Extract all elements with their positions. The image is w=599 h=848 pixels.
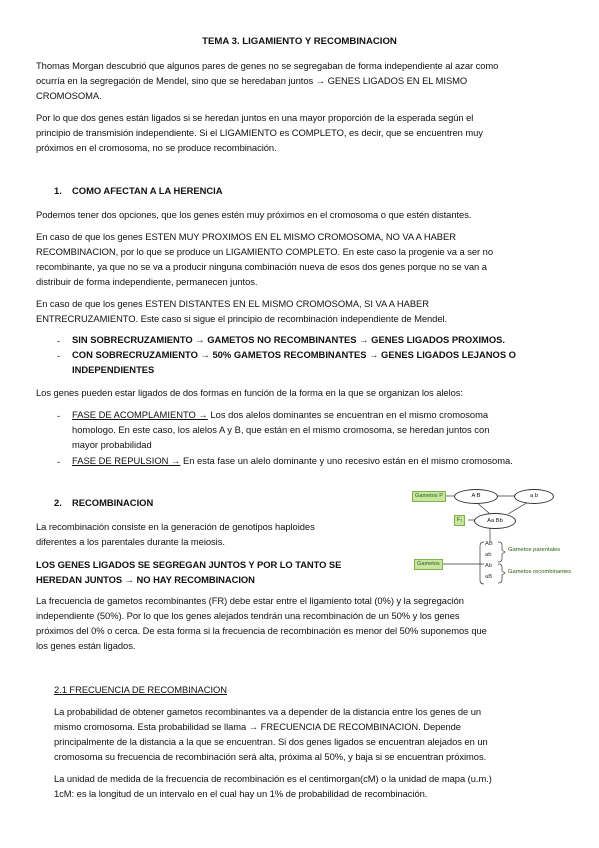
intro-line: CROMOSOMA. [36, 90, 102, 101]
section-heading: RECOMBINACION [72, 497, 154, 508]
paragraph-line: La probabilidad de obtener gametos recombinantes va a depender de la distancia entre los genes de un [54, 706, 482, 717]
subsection-heading-text: 2.1 FRECUENCIA DE RECOMBINACION [54, 684, 227, 695]
paragraph-line: próximos del 0% o cerca. De esta forma si la frecuencia de recombinación es menor del 50% suponemos que [36, 625, 487, 636]
fase-acoplamiento-label: FASE DE ACOMPLAMIENTO → [72, 409, 208, 420]
page-title: TEMA 3. LIGAMIENTO Y RECOMBINACION [202, 36, 397, 47]
fase-repulsion-text: En esta fase un alelo dominante y uno recesivo están en el mismo cromosoma. [180, 455, 513, 466]
section-heading: COMO AFECTAN A LA HERENCIA [72, 185, 223, 196]
paragraph-line: La recombinación consiste en la generación de genotipos haploides [36, 521, 315, 532]
list-item: INDEPENDIENTES [72, 364, 155, 375]
list-item: SIN SOBRECRUZAMIENTO → GAMETOS NO RECOMBINANTES → GENES LIGADOS PROXIMOS. [72, 334, 506, 345]
intro-line: Thomas Morgan descubrió que algunos pares de genes no se segregaban de forma independiente al azar como [36, 60, 499, 71]
paragraph-line: HEREDAN JUNTOS → NO HAY RECOMBINACION [36, 574, 255, 585]
intro-line: principio de transmisión independiente. Si el LIGAMIENTO es COMPLETO, es decir, que se encuentren muy [36, 127, 483, 138]
gamete-ab-mixed-2: aB [485, 574, 493, 580]
gamete-ab-mixed: Ab [485, 563, 493, 569]
list-item-line: mayor probabilidad [72, 439, 152, 450]
paragraph-line: independiente (50%). Por lo que los genes alejados tendrán una recombinación de un 50% y los genes [36, 610, 460, 621]
list-item: CON SOBRECRUZAMIENTO → 50% GAMETOS RECOMBINANTES → GENES LIGADOS LEJANOS O [72, 349, 516, 360]
paragraph-line: recombinante, ya que no se va a producir ninguna combinación nueva de esos dos genes porque no se van a [36, 261, 487, 272]
list-item [72, 453, 513, 468]
parent-ab-lower: a b [514, 489, 554, 504]
section-number: 1. [54, 185, 62, 196]
list-dash: - [57, 410, 61, 421]
gametos-label: Gametos [414, 559, 443, 570]
paragraph-line: ENTRECRUZAMIENTO. Este caso si sigue el principio de recombinación independiente de Mendel. [36, 313, 448, 324]
paragraph-line: En caso de que los genes ESTEN DISTANTES EN EL MISMO CROMOSOMA, SI VA A HABER [36, 298, 429, 309]
paragraph-line: cromosoma su frecuencia de recombinación será alta, próxima al 50%, y baja si se encuentran próximos. [54, 751, 487, 762]
section-number: 2. [54, 497, 62, 508]
list-dash: - [57, 456, 61, 467]
paragraph-line: distribuir de forma independiente, permanecen juntos. [36, 276, 258, 287]
intro-line: ocurría en la segregación de Mendel, sino que se heredaban juntos → GENES LIGADOS EN EL MISMO [36, 75, 468, 86]
f1-label: F₁ [454, 515, 465, 526]
fase-acoplamiento-text: Los dos alelos dominantes se encuentran en el mismo cromosoma [207, 409, 489, 420]
paragraph-line: los genes están ligados. [36, 640, 136, 651]
paragraph-line: diferentes a los parentales durante la meiosis. [36, 536, 225, 547]
list-dash: - [57, 350, 61, 361]
list-item [72, 407, 488, 422]
paragraph-line: La frecuencia de gametos recombinantes (FR) debe estar entre el ligamiento total (0%) y la segregación [36, 595, 464, 606]
paragraph-line: 1cM: es la longitud de un intervalo en el cual hay un 1% de probabilidad de recombinación. [54, 788, 428, 799]
paragraph-line: En caso de que los genes ESTEN MUY PROXIMOS EN EL MISMO CROMOSOMA, NO VA A HABER [36, 231, 456, 242]
gamete-ab: AB [485, 541, 493, 547]
paragraph-line: La unidad de medida de la frecuencia de recombinación es el centimorgan(cM) o la unidad de mapa (u.m.) [54, 773, 492, 784]
list-dash: - [57, 335, 61, 346]
gametos-recombinantes-label: Gametos recombinantes [508, 569, 572, 575]
parent-ab-upper: A B [454, 489, 498, 504]
gametos-parentales-label: Gametos parentales [508, 547, 561, 553]
subsection-heading [54, 682, 227, 697]
paragraph-line: Podemos tener dos opciones, que los genes estén muy próximos en el cromosoma o que estén distantes. [36, 209, 472, 220]
intro-line: próximos en el cromosoma, no se produce recombinación. [36, 142, 277, 153]
f1-genotype: Aa Bb [474, 513, 516, 529]
paragraph-line: LOS GENES LIGADOS SE SEGREGAN JUNTOS Y POR LO TANTO SE [36, 559, 342, 570]
paragraph-line: RECOMBINACION, por lo que se produce un LIGAMIENTO COMPLETO. En este caso la progenie va a ser no [36, 246, 493, 257]
recombination-diagram [410, 486, 599, 586]
paragraph-line: Los genes pueden estar ligados de dos formas en función de la forma en la que se organizan los alelos: [36, 387, 463, 398]
list-item-line: homologo. En este caso, los alelos A y B, que están en el mismo cromosoma, se heredan juntos con [72, 424, 490, 435]
paragraph-line: principalmente de la distancia a la que se encuentran. Si dos genes ligados se encuentran alejados en un [54, 736, 488, 747]
paragraph-line: mismo cromosoma. Esta probabilidad se llama → FRECUENCIA DE RECOMBINACION. Depende [54, 721, 461, 732]
fase-repulsion-label: FASE DE REPULSION → [72, 455, 181, 466]
intro-line: Por lo que dos genes están ligados si se heredan juntos en una mayor proporción de la esperada según el [36, 112, 474, 123]
gamete-ab-lower: ab [485, 552, 492, 558]
gametos-p-label: Gametos P [412, 491, 446, 502]
